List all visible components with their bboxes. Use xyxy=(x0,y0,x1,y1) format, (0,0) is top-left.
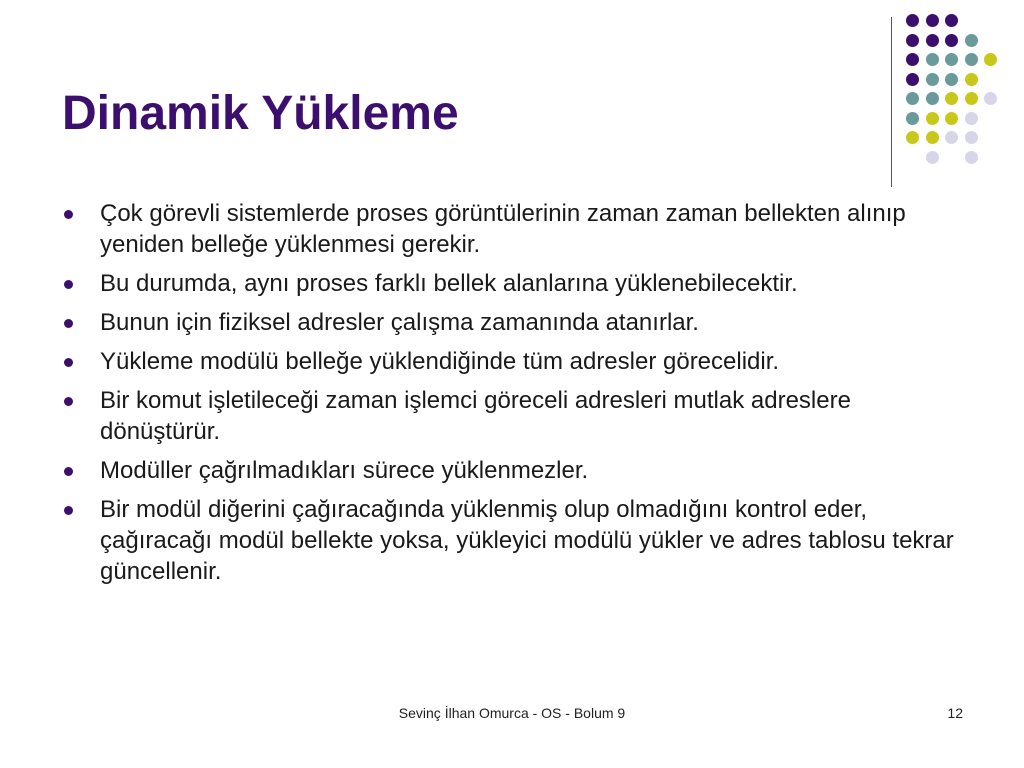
decorative-dot xyxy=(965,73,978,86)
decorative-dot xyxy=(926,92,939,105)
bullet-item xyxy=(60,494,960,587)
decorative-dot xyxy=(945,53,958,66)
decorative-dot xyxy=(965,112,978,125)
bullet-text: Bu durumda, aynı proses farklı bellek alanlarına yüklenebilecektir. xyxy=(100,270,798,297)
decorative-dot-grid xyxy=(906,14,1006,164)
decorative-dot xyxy=(906,92,919,105)
decorative-dot xyxy=(926,14,939,27)
decorative-dot xyxy=(945,112,958,125)
decorative-dot xyxy=(926,131,939,144)
bullet-dot-icon xyxy=(64,358,73,367)
bullet-item xyxy=(60,268,960,299)
bullet-item xyxy=(60,385,960,447)
decorative-dot xyxy=(945,73,958,86)
decorative-dot xyxy=(926,53,939,66)
bullet-dot-icon xyxy=(64,210,73,219)
bullet-text: Bunun için fiziksel adresler çalışma zamanında atanırlar. xyxy=(100,309,699,336)
decorative-dot xyxy=(945,34,958,47)
decorative-dot xyxy=(906,34,919,47)
bullet-text: Bir modül diğerini çağıracağında yüklenmiş olup olmadığını kontrol eder, çağıracağı modül bellekte yoksa, yükleyici modülü yükler ve adres tablosu tekrar güncellenir. xyxy=(100,496,954,585)
decorative-dot xyxy=(984,53,997,66)
decorative-dot xyxy=(926,73,939,86)
decorative-dot xyxy=(984,92,997,105)
bullet-dot-icon xyxy=(64,397,73,406)
bullet-item xyxy=(60,198,960,260)
page-number: 12 xyxy=(947,705,963,721)
decorative-dot xyxy=(965,92,978,105)
decorative-dot xyxy=(926,112,939,125)
bullet-item xyxy=(60,346,960,377)
bullet-list xyxy=(60,198,960,595)
decorative-dot xyxy=(906,73,919,86)
bullet-dot-icon xyxy=(64,506,73,515)
decorative-dot xyxy=(965,151,978,164)
decorative-dot xyxy=(906,131,919,144)
decorative-dot xyxy=(965,131,978,144)
decorative-dot xyxy=(945,131,958,144)
decorative-dot xyxy=(926,34,939,47)
bullet-item xyxy=(60,307,960,338)
bullet-text: Bir komut işletileceği zaman işlemci göreceli adresleri mutlak adreslere dönüştürür. xyxy=(100,387,851,445)
decorative-dot xyxy=(926,151,939,164)
bullet-dot-icon xyxy=(64,467,73,476)
decorative-dot xyxy=(945,14,958,27)
bullet-dot-icon xyxy=(64,319,73,328)
decorative-dot xyxy=(906,14,919,27)
decorative-dot xyxy=(945,92,958,105)
footer-text: Sevinç İlhan Omurca - OS - Bolum 9 xyxy=(398,705,626,721)
bullet-text: Yükleme modülü belleğe yüklendiğinde tüm adresler görecelidir. xyxy=(100,348,780,375)
vertical-divider xyxy=(891,17,892,187)
bullet-text: Çok görevli sistemlerde proses görüntülerinin zaman zaman bellekten alınıp yeniden belleğe yüklenmesi gerekir. xyxy=(100,200,906,258)
bullet-item xyxy=(60,455,960,486)
decorative-dot xyxy=(906,53,919,66)
bullet-dot-icon xyxy=(64,280,73,289)
bullet-text: Modüller çağrılmadıkları sürece yüklenmezler. xyxy=(100,457,589,484)
slide-title: Dinamik Yükleme xyxy=(62,87,459,140)
decorative-dot xyxy=(965,53,978,66)
decorative-dot xyxy=(965,34,978,47)
decorative-dot xyxy=(906,112,919,125)
